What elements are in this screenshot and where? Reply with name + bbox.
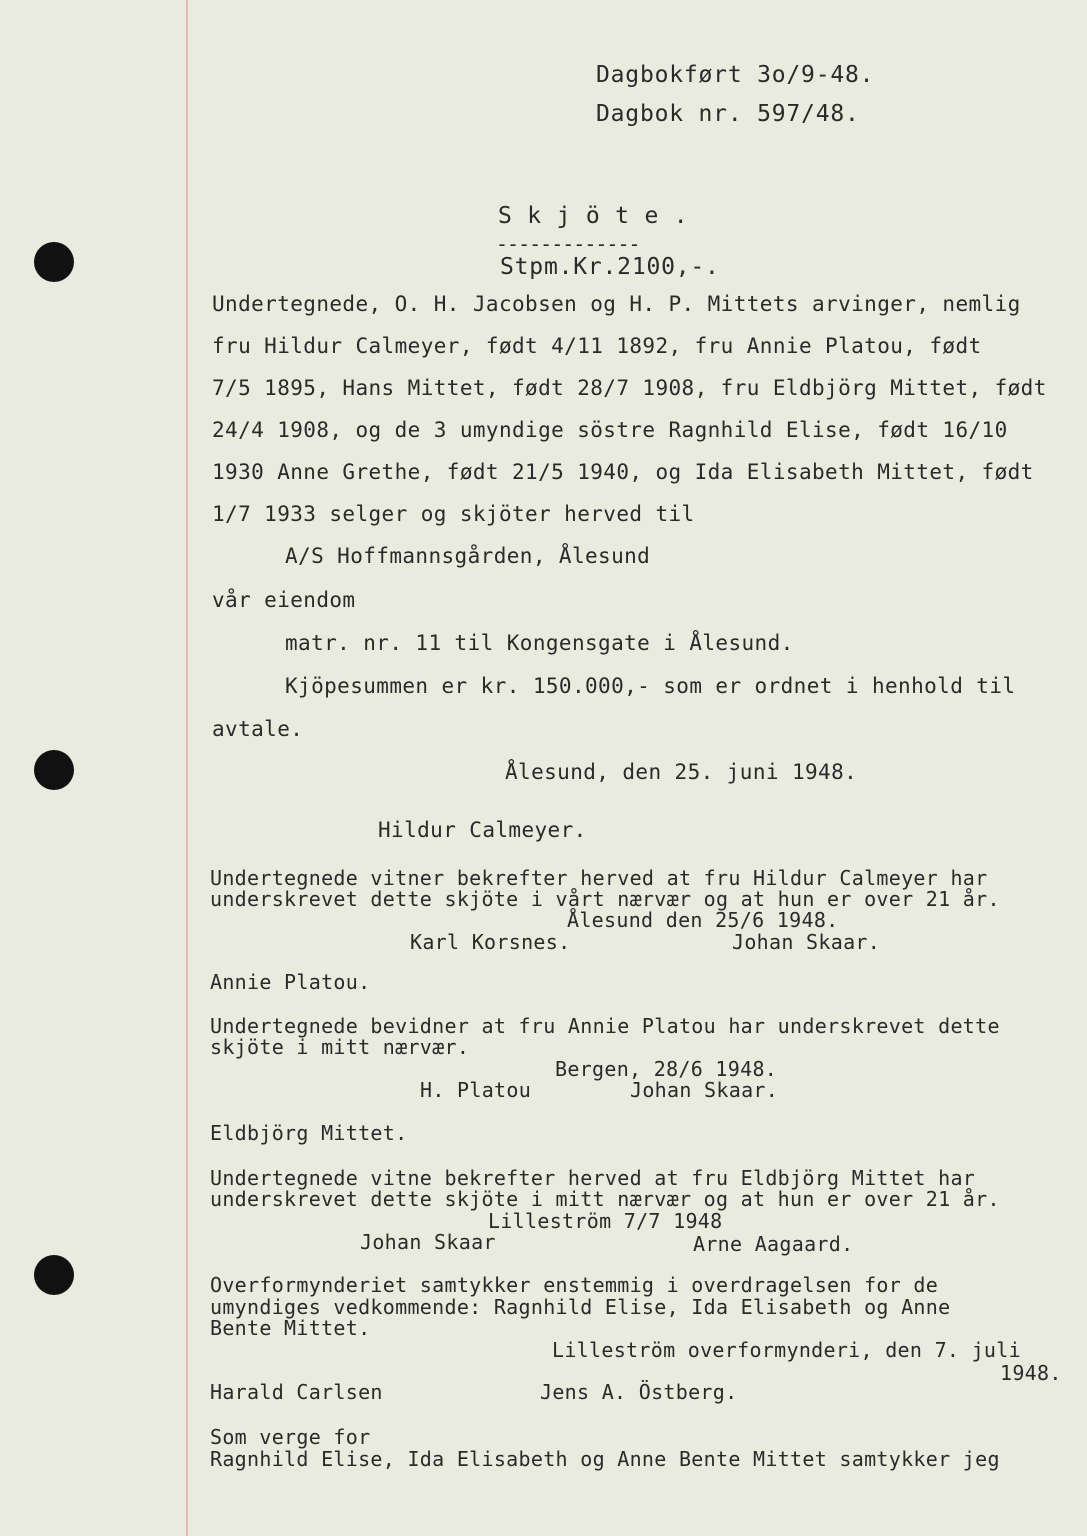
property-line: matr. nr. 11 til Kongensgate i Ålesund. (285, 631, 794, 655)
witness-date: Bergen, 28/6 1948. (555, 1057, 778, 1081)
witness-statement: underskrevet dette skjöte i mitt nærvær og at hun er over 21 år. (210, 1187, 1000, 1211)
witness-name: Johan Skaar. (732, 930, 881, 954)
witness-statement: Undertegnede vitne bekrefter herved at fru Eldbjörg Mittet har (210, 1166, 976, 1190)
punch-hole (34, 1255, 74, 1295)
price-line: Kjöpesummen er kr. 150.000,- som er ordnet i henhold til (285, 674, 1016, 698)
place-date: Ålesund, den 25. juni 1948. (505, 760, 858, 784)
witness-statement: underskrevet dette skjöte i vårt nærvær og at hun er over 21 år. (210, 887, 1000, 911)
witness-date: Ålesund den 25/6 1948. (567, 908, 839, 932)
title-underline: ------------- (496, 232, 640, 256)
body-line: 1930 Anne Grethe, født 21/5 1940, og Ida Elisabeth Mittet, født (212, 460, 1034, 484)
witness-name: Johan Skaar (360, 1230, 496, 1254)
guardian-statement: umyndiges vedkommende: Ragnhild Elise, Ida Elisabeth og Anne (210, 1295, 951, 1319)
guardian-office-date: Lilleström overformynderi, den 7. juli (552, 1338, 1021, 1362)
witness-name: H. Platou (420, 1078, 532, 1102)
witness-statement: Undertegnede bevidner at fru Annie Platou har underskrevet dette (210, 1014, 1000, 1038)
property-intro: vår eiendom (212, 588, 356, 612)
body-line: fru Hildur Calmeyer, født 4/11 1892, fru Annie Platou, født (212, 334, 982, 358)
guardian-statement: Overformynderiet samtykker enstemmig i overdragelsen for de (210, 1273, 939, 1297)
buyer-line: A/S Hoffmannsgården, Ålesund (285, 544, 651, 568)
dagbokfort-line: Dagbokført 3o/9-48. (596, 62, 875, 88)
witness-name: Karl Korsnes. (410, 930, 571, 954)
margin-line (186, 0, 188, 1536)
dagbok-nr-line: Dagbok nr. 597/48. (596, 101, 860, 127)
punch-hole (34, 750, 74, 790)
stamp-duty: Stpm.Kr.2100,-. (500, 254, 720, 280)
witness-name: Johan Skaar. (630, 1078, 779, 1102)
guardian-signature: Harald Carlsen (210, 1380, 383, 1404)
guardian-signature: Jens A. Östberg. (540, 1380, 738, 1404)
witness-statement: skjöte i mitt nærvær. (210, 1035, 470, 1059)
signatory-name: Hildur Calmeyer. (378, 818, 587, 842)
witness-statement: Undertegnede vitner bekrefter herved at fru Hildur Calmeyer har (210, 866, 988, 890)
signatory-name: Annie Platou. (210, 970, 371, 994)
verge-statement: Ragnhild Elise, Ida Elisabeth og Anne Bente Mittet samtykker jeg (210, 1447, 1000, 1471)
price-line: avtale. (212, 717, 304, 741)
signatory-name: Eldbjörg Mittet. (210, 1121, 408, 1145)
verge-statement: Som verge for (210, 1425, 371, 1449)
document-title: S k j ö t e . (498, 203, 689, 229)
guardian-statement: Bente Mittet. (210, 1316, 371, 1340)
body-line: Undertegnede, O. H. Jacobsen og H. P. Mittets arvinger, nemlig (212, 292, 1021, 316)
body-line: 1/7 1933 selger og skjöter herved til (212, 502, 695, 526)
punch-hole (34, 242, 74, 282)
guardian-year: 1948. (1000, 1361, 1062, 1385)
witness-date: Lilleström 7/7 1948 (488, 1209, 723, 1233)
body-line: 24/4 1908, og de 3 umyndige söstre Ragnhild Elise, født 16/10 (212, 418, 1008, 442)
body-line: 7/5 1895, Hans Mittet, født 28/7 1908, fru Eldbjörg Mittet, født (212, 376, 1047, 400)
witness-name: Arne Aagaard. (693, 1232, 854, 1256)
